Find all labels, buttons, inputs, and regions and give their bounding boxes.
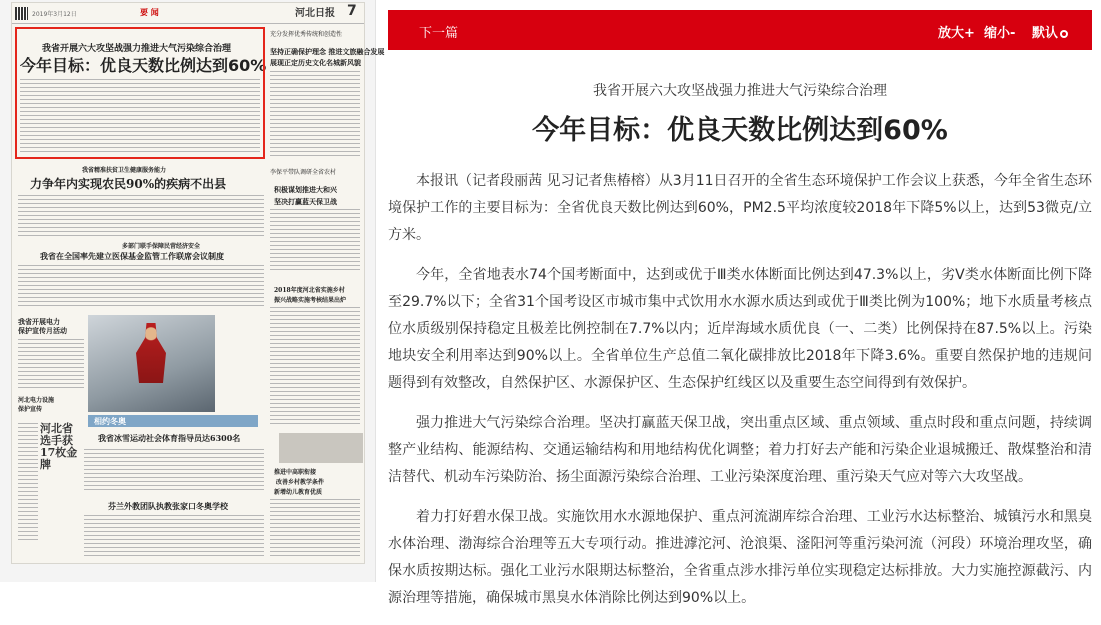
left-headline-2: 保护宣传月活动 xyxy=(18,326,67,335)
left-headline-1: 我省开展电力 xyxy=(18,317,60,326)
right-headline-2: 坚持正确保护理念 推进文旅融合发展 xyxy=(270,47,385,56)
news-photo-2 xyxy=(279,433,363,463)
article-paragraph: 今年，全省地表水74个国考断面中，达到或优于Ⅲ类水体断面比例达到47.3%以上，劣Ⅴ类水体断面比例下降至29.7%以下；全省31个国考设区市城市集中式饮用水水源水质达到或优于Ⅲ类比例为100%；地下水质量考核点位水质级别保持稳定且极差比例控制在7.7%以内；近岸海域水质优良（一、二类）比例保持在87.5%以上。污染地块安全利用率达到90%以上。全省单位生产总值二氧化碳排放比2018年下降3.6%。重要自然保护地的违规问题得到有效整改，自然保护区、水源保护区、生态保护红线区以及重要生态空间得到有效保护。 xyxy=(388,267,1092,391)
article5-text xyxy=(84,515,264,559)
left-headline-4: 保护宣传 xyxy=(18,406,43,413)
right-column-text-3 xyxy=(270,307,360,427)
article5-headline: 芬兰外教团队执教张家口冬奥学校 xyxy=(108,501,228,511)
right-column-text-4 xyxy=(270,499,360,559)
article-title: 今年目标：优良天数比例达到60% xyxy=(532,115,948,146)
right-headline-7: 2018年度河北省实施乡村 xyxy=(274,287,345,294)
right-headline-1: 充分发挥优秀传统和创造性 xyxy=(270,31,343,38)
highlight-headline: 今年目标：优良天数比例达到60% xyxy=(20,56,267,75)
right-headline-3: 展现正定历史文化名城新风貌 xyxy=(270,58,361,67)
right-headline-8: 振兴战略实施考核结果出炉 xyxy=(274,297,347,304)
zoom-out-button[interactable]: 缩小- xyxy=(984,26,1016,41)
next-article-link[interactable]: 下一篇 xyxy=(419,26,459,41)
right-column-text xyxy=(270,71,360,157)
right-headline-11: 新增幼儿教育优质 xyxy=(274,489,323,496)
article2-text xyxy=(18,195,264,237)
vertical-headline: 河北省选手获17枚金牌 xyxy=(40,422,78,471)
article2-kicker: 我省精准扶贫卫生健康服务能力 xyxy=(82,167,167,174)
newspaper-edition: 要 闻 xyxy=(140,8,159,17)
left-bottom-text xyxy=(18,423,38,543)
left-headline-3: 河北电力设施 xyxy=(18,397,55,404)
article4-headline: 我省冰雪运动社会体育指导员达6300名 xyxy=(98,433,241,443)
article-panel xyxy=(388,10,1092,606)
right-headline-5: 积极谋划推进大和兴 xyxy=(274,185,337,194)
right-headline-10: 改善乡村教学条件 xyxy=(276,479,325,486)
newspaper-header xyxy=(12,3,364,24)
article-paragraph: 本报讯（记者段丽茜 见习记者焦椿榕）从3月11日召开的全省生态环境保护工作会议上获悉，今年全省生态环境保护工作的主要目标为：全省优良天数比例达到60%，PM2.5平均浓度较2018年下降5%以上，达到53微克/立方米。 xyxy=(388,173,1092,243)
newspaper-name: 河北日报 xyxy=(295,8,335,19)
qr-code-icon xyxy=(15,7,28,20)
article3-text xyxy=(18,265,264,307)
default-size-label: 默认 xyxy=(1032,26,1059,41)
right-headline-9: 推进中高职衔接 xyxy=(274,469,317,476)
article-paragraph: 强力推进大气污染综合治理。坚决打赢蓝天保卫战，突出重点区域、重点领域、重点时段和重点问题，持续调整产业结构、能源结构、交通运输结构和用地结构优化调整；着力打好去产能和污染企业退城搬迁、散煤整治和清洁替代、机动车污染防治、扬尘面源污染综合治理、工业污染深度治理、重污染天气应对等六大攻坚战。 xyxy=(388,415,1092,485)
article3-headline: 我省在全国率先建立医保基金监管工作联席会议制度 xyxy=(40,251,224,261)
article3-kicker: 多部门联手保障民营经济安全 xyxy=(122,243,201,250)
right-headline-4: 李保平带队调研全省农村 xyxy=(270,169,337,176)
newspaper-panel xyxy=(0,0,385,582)
zoom-in-button[interactable]: 放大+ xyxy=(938,26,975,41)
newspaper-page[interactable] xyxy=(11,2,385,564)
banner-label: 相约冬奥 xyxy=(94,416,126,426)
right-headline-6: 坚决打赢蓝天保卫战 xyxy=(274,197,337,206)
left-column-text xyxy=(18,339,84,391)
newspaper-page-number: 7 xyxy=(347,3,357,19)
selected-article-highlight[interactable] xyxy=(15,27,265,159)
article2-headline: 力争年内实现农民90%的疾病不出县 xyxy=(30,177,227,191)
default-size-button[interactable] xyxy=(1032,22,1068,41)
article-subtitle: 我省开展六大攻坚战强力推进大气污染综合治理 xyxy=(593,83,887,99)
article-paragraph: 着力打好碧水保卫战。实施饮用水水源地保护、重点河流湖库综合治理、工业污水达标整治、城镇污水和黑臭水体治理、渤海综合治理等五大专项行动。推进滹沱河、沧浪渠、滏阳河等重污染河流（河段）环境治理攻坚，确保水质按期达标。强化工业污水限期达标整治，全省重点涉水排污单位实现稳定达标排放。大力实施控源截污、内源治理等措施，确保城市黑臭水体消除比例达到90%以上。 xyxy=(388,509,1092,606)
circle-icon xyxy=(1060,30,1068,38)
right-column-text-2 xyxy=(270,209,360,273)
article-body xyxy=(388,168,1092,625)
highlight-kicker: 我省开展六大攻坚战强力推进大气污染综合治理 xyxy=(42,44,232,54)
article-toolbar xyxy=(388,10,1092,50)
article4-text xyxy=(84,449,264,493)
newspaper-date: 2019年3月12日 xyxy=(32,11,77,18)
